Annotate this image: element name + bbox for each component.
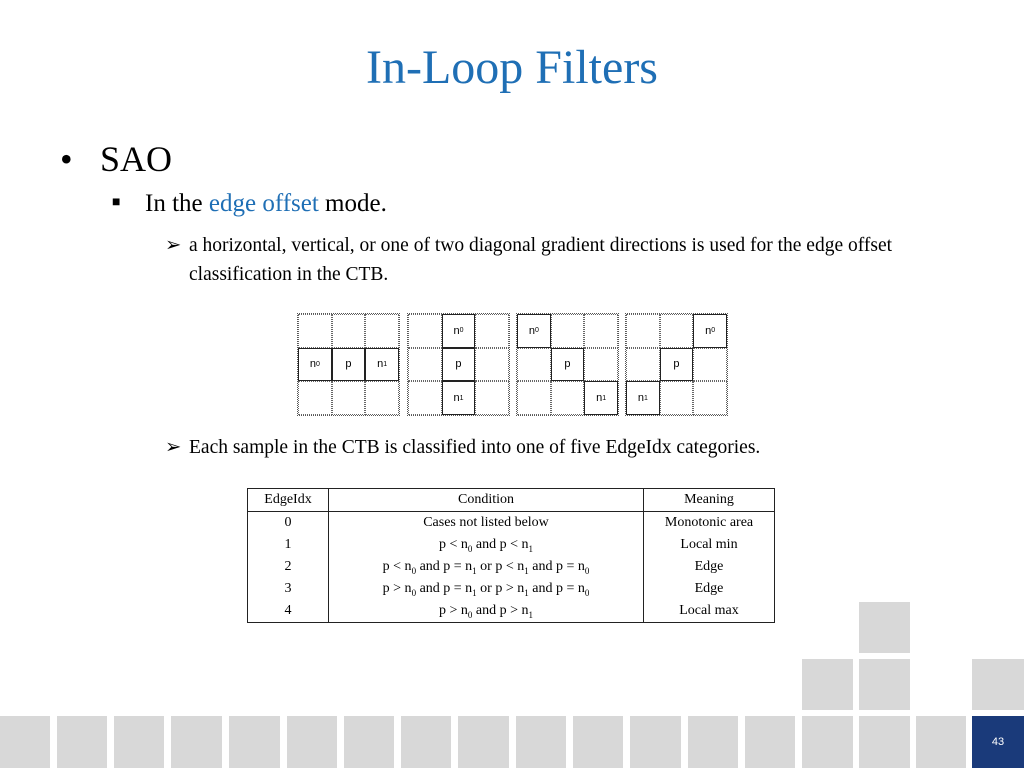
deco-square — [287, 716, 337, 768]
deco-square — [745, 716, 795, 768]
bullet2-highlight: edge offset — [208, 190, 319, 217]
cell-condition: $p > n_0$ and $p > n_1$ — [329, 600, 644, 623]
deco-square — [516, 716, 566, 768]
bullet-level2 — [112, 190, 387, 218]
neighbor-n1: n 1 — [584, 381, 618, 415]
bullet-dot: • — [60, 139, 73, 179]
header-condition: Condition — [329, 489, 644, 512]
neighbor-n1: n 1 — [442, 381, 476, 415]
pattern-diagonal-45 — [625, 313, 728, 416]
center-p: p — [660, 348, 694, 382]
deco-square — [859, 602, 910, 653]
neighbor-n1: n 1 — [626, 381, 660, 415]
center-p: p — [442, 348, 476, 382]
cell-edgeidx: 0 — [248, 512, 329, 535]
table-row — [248, 578, 775, 600]
square-bullet-icon: ■ — [112, 195, 121, 210]
slide-title: In-Loop Filters — [366, 41, 658, 94]
sub-bullet-categories — [165, 433, 965, 462]
deco-square — [344, 716, 394, 768]
table-row — [248, 556, 775, 578]
cell-meaning: Monotonic area — [664, 515, 754, 530]
deco-square — [916, 716, 966, 768]
center-p: p — [332, 348, 366, 382]
deco-square — [859, 716, 910, 768]
cell-meaning: Local min — [680, 537, 738, 552]
bullet2-suffix: mode. — [318, 190, 387, 217]
bullet2-prefix: In the — [145, 190, 209, 217]
table-row — [248, 512, 775, 535]
cell-condition: $p > n_0$ and $p = n_1$ or $p > n_1$ and $p = n_0$ — [329, 578, 644, 600]
deco-square — [57, 716, 107, 768]
bullet-text-sao: SAO — [100, 139, 173, 179]
sub-bullet-directions-text: a horizontal, vertical, or one of two diagonal gradient directions is used for the edge offset classification in the CTB. — [189, 235, 893, 285]
deco-square — [401, 716, 451, 768]
header-meaning: Meaning — [644, 489, 775, 512]
sub-bullet-directions — [165, 231, 965, 289]
cell-edgeidx: 2 — [248, 556, 329, 578]
deco-square — [630, 716, 681, 768]
pattern-vertical — [407, 313, 510, 416]
neighbor-n0: n 0 — [442, 314, 476, 348]
deco-square — [802, 716, 853, 768]
cell-condition: Cases not listed below — [329, 512, 644, 535]
header-edgeidx: EdgeIdx — [248, 489, 329, 512]
deco-square — [859, 659, 910, 710]
cell-meaning: Edge — [694, 581, 724, 596]
cell-edgeidx: 1 — [248, 534, 329, 556]
neighbor-n0: n 0 — [298, 348, 332, 382]
deco-square — [229, 716, 280, 768]
cell-edgeidx: 3 — [248, 578, 329, 600]
deco-square — [688, 716, 738, 768]
arrow-bullet-icon: ➢ — [165, 437, 182, 458]
cell-edgeidx: 4 — [248, 600, 329, 623]
neighbor-n0: n 0 — [517, 314, 551, 348]
cell-condition: $p < n_0$ and $p < n_1$ — [329, 534, 644, 556]
cell-meaning: Local max — [679, 603, 739, 618]
pattern-diagonal-135 — [516, 313, 619, 416]
deco-square — [573, 716, 623, 768]
pattern-horizontal — [297, 313, 400, 416]
arrow-bullet-icon: ➢ — [165, 235, 182, 256]
cell-meaning: Edge — [694, 559, 724, 574]
deco-square — [802, 659, 853, 710]
table-header-row — [248, 489, 775, 512]
deco-square — [458, 716, 509, 768]
edgeidx-table — [247, 488, 775, 623]
deco-square — [0, 716, 50, 768]
bullet-level1 — [60, 138, 172, 180]
cell-condition: $p < n_0$ and $p = n_1$ or $p < n_1$ and $p = n_0$ — [329, 556, 644, 578]
table-row — [248, 600, 775, 623]
sub-bullet-categories-text: Each sample in the CTB is classified into one of five EdgeIdx categories. — [189, 437, 761, 458]
page-number-badge: 43 — [972, 716, 1024, 768]
deco-square — [114, 716, 164, 768]
center-p: p — [551, 348, 585, 382]
neighbor-n1: n 1 — [365, 348, 399, 382]
table-row — [248, 534, 775, 556]
deco-square — [171, 716, 222, 768]
deco-square — [972, 659, 1024, 710]
neighbor-n0: n 0 — [693, 314, 727, 348]
